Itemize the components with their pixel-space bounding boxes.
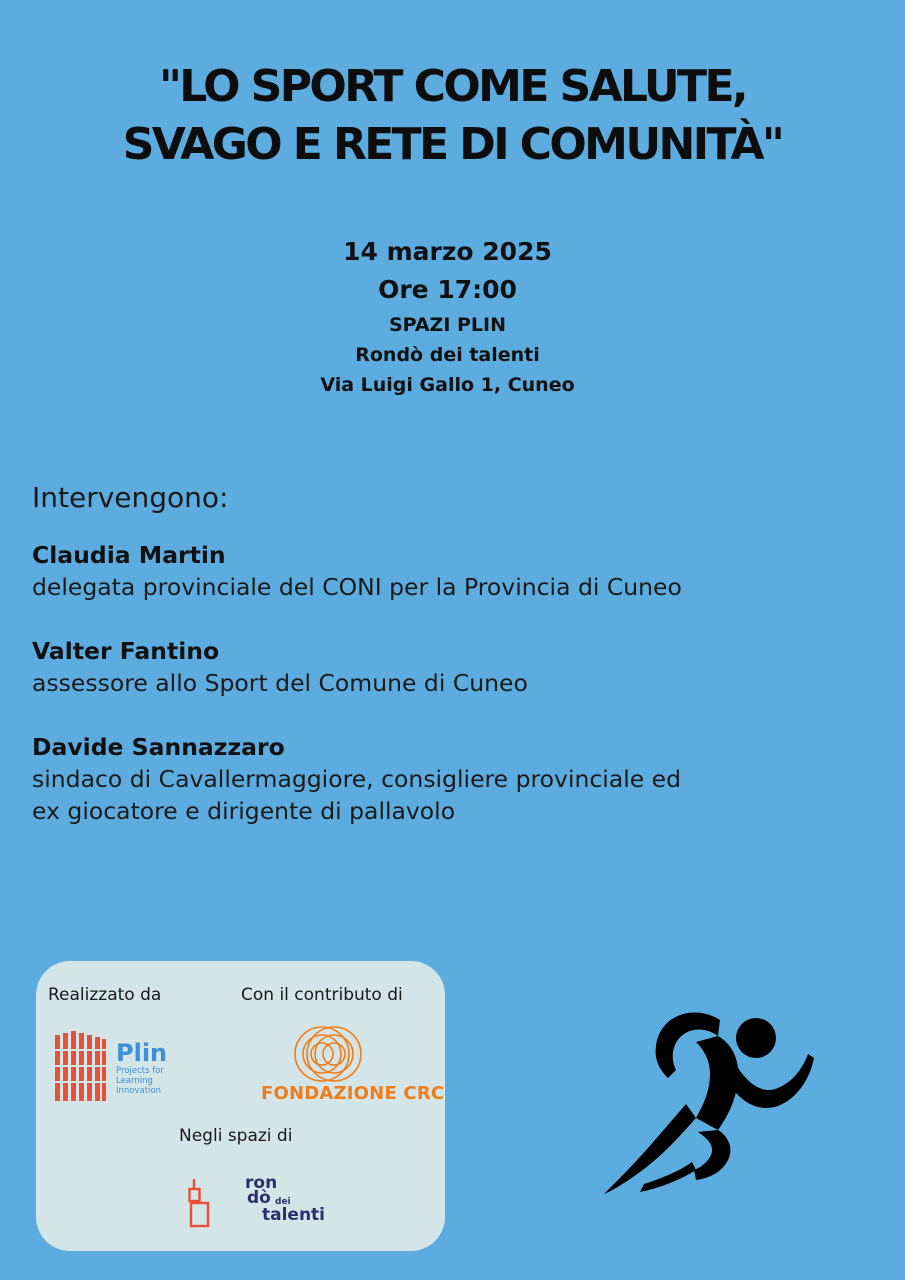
speaker-name: Valter Fantino [32,637,220,665]
speaker-role: sindaco di Cavallermaggiore, consigliere provinciale ed [32,765,682,793]
rondo-word-talenti: talenti [262,1205,326,1225]
partners-panel [36,961,445,1251]
event-place: Rondò dei talenti [355,344,540,366]
event-date: 14 marzo 2025 [343,237,552,266]
rondo-mark-icon [188,1177,228,1229]
speaker-name: Claudia Martin [32,541,226,569]
speaker-item [32,539,752,603]
plin-subtitle: Projects for Learning Innovation [116,1066,164,1096]
made-by-label: Realizzato da [48,985,162,1005]
venue-label: Negli spazi di [179,1126,293,1146]
event-title [0,58,905,174]
plin-logo-icon [55,1031,107,1101]
rondo-word-ron: ron [245,1173,278,1193]
contribution-label: Con il contributo di [241,985,403,1005]
event-venue: SPAZI PLIN [388,314,507,336]
plin-logo [116,1040,196,1096]
speaker-item [32,635,752,699]
title-line-2: SVAGO E RETE DI COMUNITÀ" [122,119,783,170]
crc-name: FONDAZIONE CRC [261,1083,445,1104]
rondo-word-do: dò [247,1188,271,1208]
rondo-logo [226,1174,336,1230]
speakers-heading: Intervengono: [32,481,229,514]
crc-rings-icon [294,1025,374,1083]
speaker-role: ex giocatore e dirigente di pallavolo [32,797,456,825]
speaker-item [32,731,752,827]
speaker-name: Davide Sannazzaro [32,733,285,761]
event-address: Via Luigi Gallo 1, Cuneo [320,374,575,396]
runner-icon [600,1008,820,1198]
rondo-word-dei: dei [275,1197,291,1207]
title-line-1: "LO SPORT COME SALUTE, [158,61,747,112]
speaker-role: delegata provinciale del CONI per la Provincia di Cuneo [32,573,682,601]
event-details [0,234,905,400]
event-time: Ore 17:00 [378,275,517,304]
speakers-section [32,478,752,859]
plin-name: Plin [116,1039,168,1067]
speaker-role: assessore allo Sport del Comune di Cuneo [32,669,528,697]
